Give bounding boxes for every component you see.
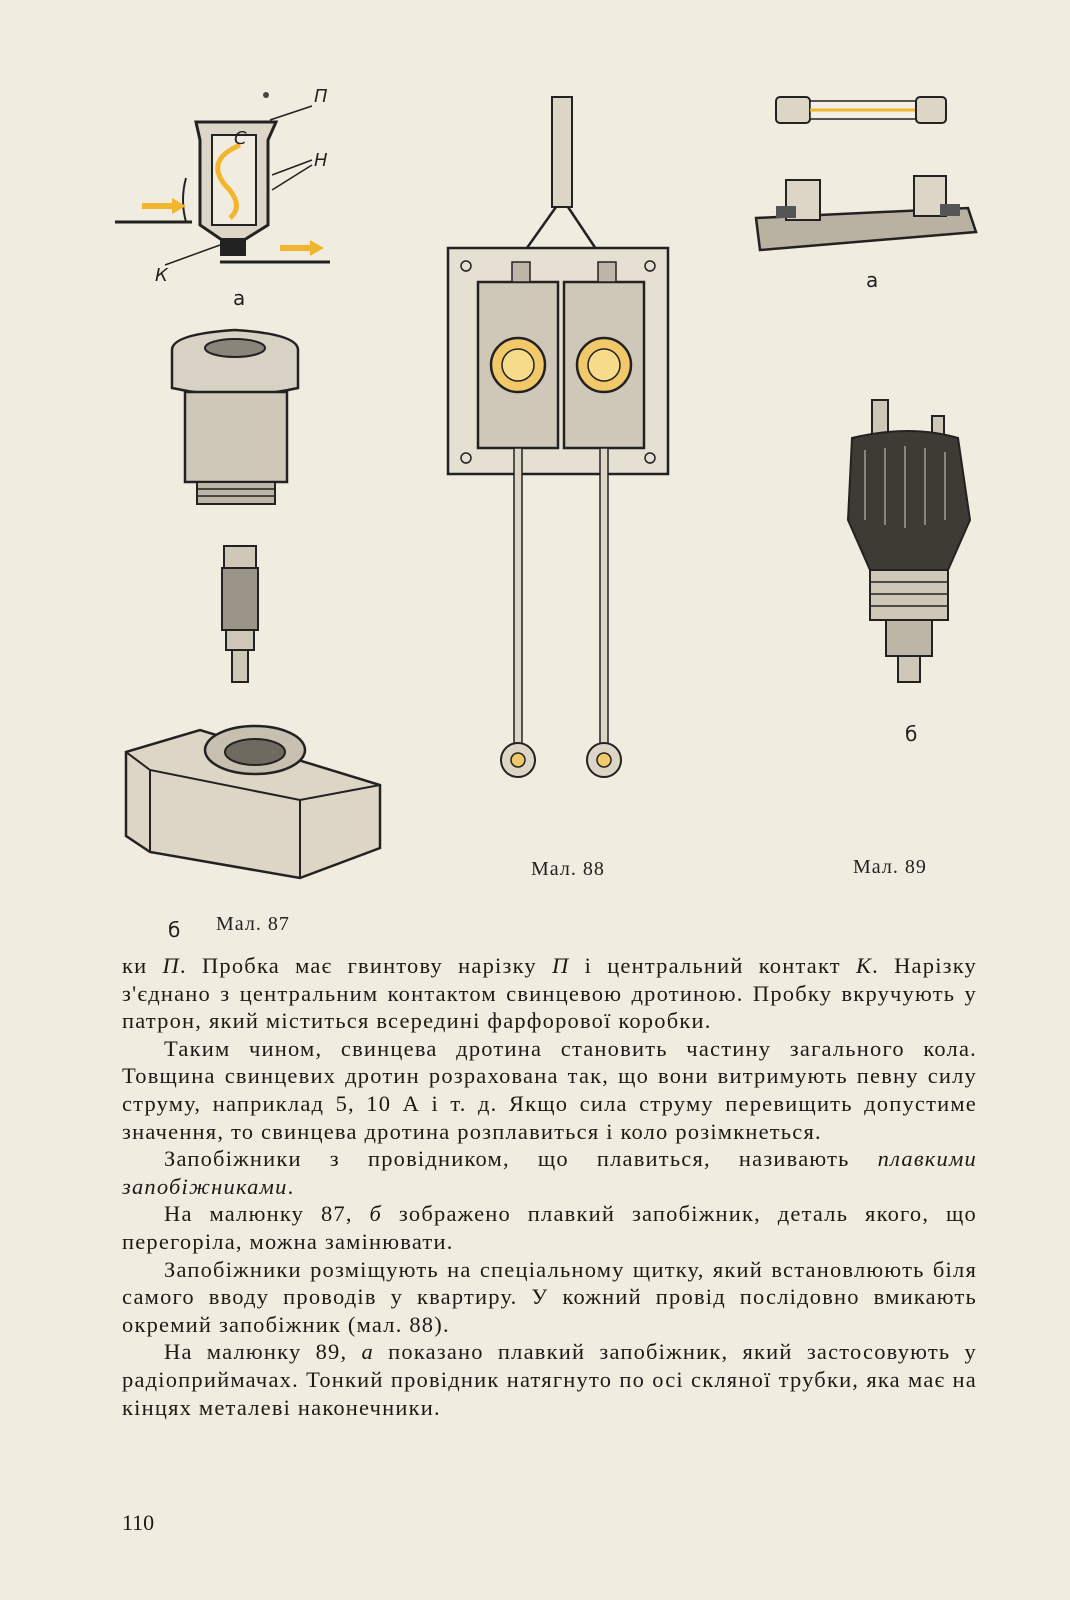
label-s: С (234, 128, 247, 149)
fig89a-glass-fuse (776, 97, 946, 123)
paragraph-2: Таким чином, свинцева дротина становить частину загального кола. Товщина свинцевих дротин розрахована так, що вони витримують певну силу струму, наприклад 5, 10 А і т. д. Якщо сила струму перевищить допустиме значення, то свинцева дротина розплавиться і коло розімкнеться. (122, 1035, 977, 1144)
fig88-fuse-panel (448, 97, 668, 777)
label-n: Н (314, 150, 328, 171)
label-p: П (314, 86, 328, 107)
fig87b-fuse-cap (172, 330, 298, 504)
caption-fig88: Мал. 88 (531, 858, 605, 880)
fig89b-fuse-plug (848, 400, 970, 682)
body-text (122, 952, 977, 1421)
page-number: 110 (122, 1510, 155, 1535)
paragraph-3: Запобіжники з провідником, що плавиться, називають плавкими запобіжниками. (122, 1146, 977, 1199)
fig87b-cartridge (222, 546, 258, 682)
paragraph-4: На малюнку 87, б зображено плавкий запобіжник, деталь якого, що перегоріла, можна замінювати. (122, 1201, 977, 1254)
caption-fig89: Мал. 89 (853, 856, 927, 878)
fig89-part-a: а (866, 268, 879, 292)
paragraph-6: На малюнку 89, а показано плавкий запобіжник, який застосовують у радіоприймачах. Тонкий провідник натягнуто по осі скляної трубки, яка має на кінцях металеві наконечники. (122, 1339, 977, 1420)
fig89-part-b: б (905, 722, 918, 746)
fig87-part-b: б (168, 918, 181, 942)
caption-fig87: Мал. 87 (216, 913, 290, 935)
label-k: К (155, 265, 168, 286)
fig87-part-a: а (233, 286, 246, 310)
fig89a-fuse-holder (756, 176, 976, 250)
paragraph-1: ки П. Пробка має гвинтову нарізку П і центральний контакт К. Нарізку з'єднано з центральним контактом свинцевою дротиною. Пробку вкручують у патрон, який міститься всередині фарфорової коробки. (122, 953, 977, 1034)
paragraph-5: Запобіжники розміщують на спеціальному щитку, який встановлюють біля самого вводу проводів у квартиру. У кожний провід послідовно вмикають окремий запобіжник (мал. 88). (122, 1256, 977, 1337)
fig87b-porcelain-base (126, 726, 380, 878)
fig87a-cross-section (115, 92, 330, 265)
